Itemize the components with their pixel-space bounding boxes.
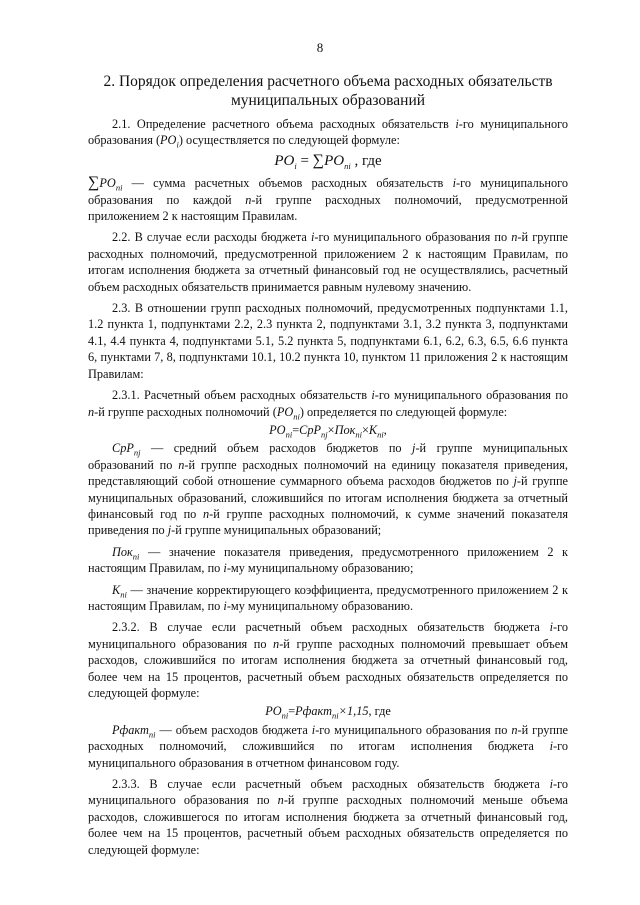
- paragraph-2-2: 2.2. В случае если расходы бюджета i-го муниципального образования по n-й группе расходных полномочий, предусмотренной приложением 2 к настоящим Правилам, по итогам исполнения бюджета за отчетный финансовый год не осуществлялись, расчетный объем расходных обязательств принимается равным нулевому значению.: [88, 230, 568, 294]
- paragraph-2-3-2: 2.3.2. В случае если расчетный объем расходных обязательств бюджета i-го муниципального образования по n-й группе расходных полномочий превышает объем расходов, сложившийся по итогам исполнения бюджета за отчетный финансовый год, более чем на 15 процентов, расчетный объем расходных обязательств определяется по следующей формуле:: [88, 620, 568, 700]
- paragraph-2-3: 2.3. В отношении групп расходных полномочий, предусмотренных подпунктами 1.1, 1.2 пункта 1, подпунктами 2.2, 2.3 пункта 2, подпунктами 3.1, 3.2 пункта 3, подпунктами 4.1, 4.4 пункта 4, подпунктами 5.1, 5.2 пункта 5, подпунктами 6.1, 6.2, 6.3, 6.5, 6.6 пункта 6, пунктами 7, 8, подпунктами 10.1, 10.2 пункта 10, пунктом 11 приложения 2 к настоящим Правилам:: [88, 301, 568, 381]
- paragraph-2-3-1: 2.3.1. Расчетный объем расходных обязательств i-го муниципального образования по n-й группе расходных полномочий $(PO_{ni})$ определяется по следующей формуле:: [88, 388, 568, 421]
- document-body: [88, 116, 568, 858]
- paragraph-2-3-3: 2.3.3. В случае если расчетный объем расходных обязательств бюджета i-го муниципального образования по n-й группе расходных полномочий меньше объема расходов, сложившегося по итогам исполнения бюджета за отчетный финансовый год, более чем на 15 процентов, расчетный объем расходных обязательств определяется по следующей формуле:: [88, 777, 568, 857]
- section-heading: [88, 72, 568, 110]
- paragraph-2-1: 2.1. Определение расчетного объема расходных обязательств i-го муниципального образования $(PO_i)$ осуществляется по следующей формуле:: [88, 117, 568, 150]
- formula-sum-po: $PO_i = \sum PO_{ni}$ , где: [274, 151, 382, 171]
- definition-k: $K_{ni}$ — значение корректирующего коэффициента, предусмотренного приложением 2 к настоящим Правилам, по i-му муниципальному образованию.: [88, 582, 568, 613]
- definition-sum-po: $\sum PO_{ni}$ — сумма расчетных объемов расходных обязательств i-го муниципального образования по каждой n-й группе расходных полномочий, предусмотренной приложением 2 к настоящим Правилам.: [88, 174, 569, 224]
- heading-line-1: 2. Порядок определения расчетного объема расходных обязательств: [103, 73, 553, 90]
- page-number: 8: [316, 40, 324, 55]
- definition-crp: CрP$_{nj}$ — средний объем расходов бюджетов по j-й группе муниципальных образований по n-й группе расходных полномочий на единицу показателя приведения, представляющий собой отношение суммарного объема расходов бюджетов по j-й группе муниципальных образований, сложившийся по итогам исполнения бюджета за отчетный финансовый год по n-й группе расходных полномочий, к сумме значений показателя приведения по j-й группе муниципальных образований;: [88, 441, 568, 538]
- definition-pok: Пок$_{ni}$ — значение показателя приведения, предусмотренного приложением 2 к настоящим Правилам, по i-му муниципальному образованию;: [88, 544, 568, 576]
- heading-line-2: муниципальных образований: [230, 92, 426, 109]
- formula-po-fact: $PO_{ni}=Pфакт_{ni}\times 1,15$, где: [265, 704, 391, 721]
- formula-po-ni: $PO_{ni}=CрP_{nj}\times Пок_{ni}\times K_{ni}$,: [269, 422, 387, 440]
- definition-rfact: Pфакт$_{ni}$ — объем расходов бюджета i-го муниципального образования по n-й группе расходных полномочий, сложившийся по итогам исполнения бюджета i-го муниципального образования в отчетном финансовом году.: [88, 722, 568, 770]
